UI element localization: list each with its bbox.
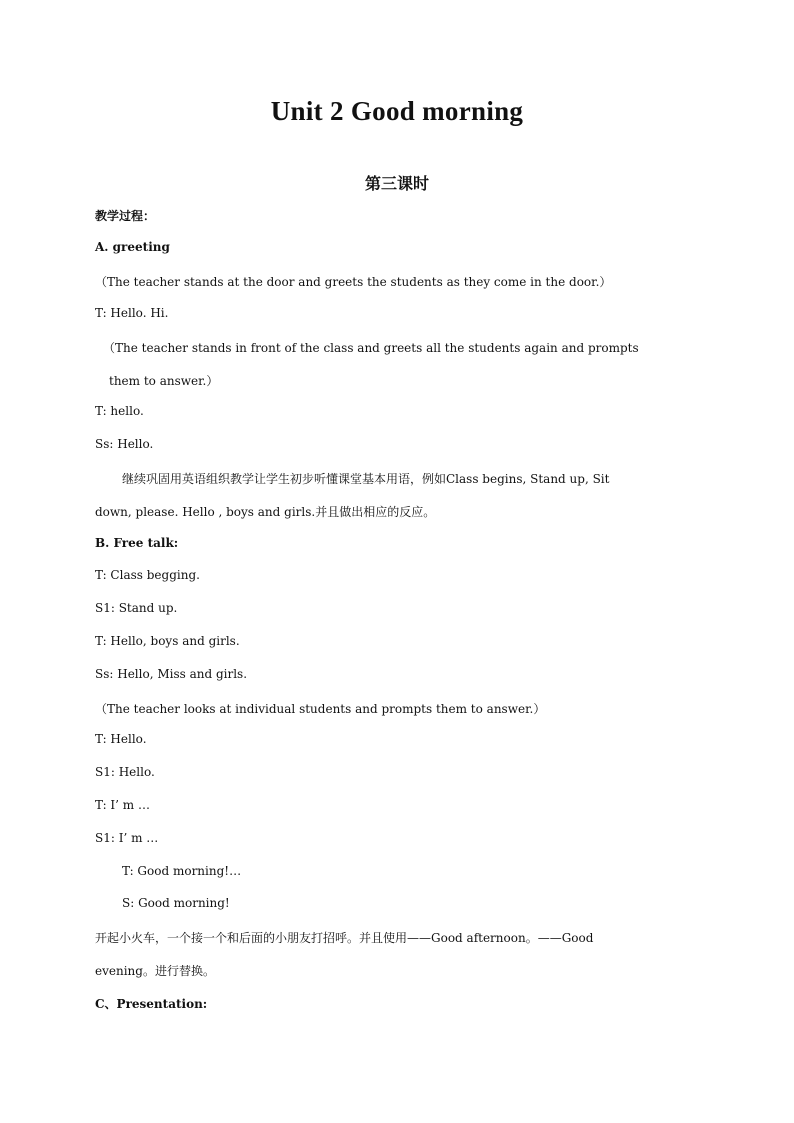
- instruction-paragraph: 继续巩固用英语组织教学让学生初步听懂课堂基本用语，例如Class begins, Stand up, Sit: [122, 472, 610, 486]
- dialogue-line: T: hello.: [95, 404, 144, 418]
- dialogue-line: T: Good morning!…: [122, 864, 242, 878]
- dialogue-line: S1: Hello.: [95, 765, 155, 779]
- section-heading-greeting: A. greeting: [95, 240, 170, 254]
- dialogue-line: S1: Stand up.: [95, 601, 178, 615]
- instruction-paragraph: 开起小火车，一个接一个和后面的小朋友打招呼。并且使用——Good afternoon。——Good: [95, 931, 594, 945]
- dialogue-line: T: Hello.: [95, 732, 147, 746]
- stage-direction: （The teacher stands in front of the class and greets all the students again and prompts: [103, 341, 639, 355]
- dialogue-line: S1: I’ m …: [95, 831, 159, 845]
- dialogue-line: T: Hello, boys and girls.: [95, 634, 240, 648]
- dialogue-line: T: Class begging.: [95, 568, 200, 582]
- dialogue-line: Ss: Hello, Miss and girls.: [95, 667, 248, 681]
- lesson-subtitle: 第三课时: [364, 174, 429, 193]
- dialogue-line: T: Hello. Hi.: [95, 306, 169, 320]
- stage-direction: （The teacher stands at the door and greets the students as they come in the door.）: [95, 275, 612, 289]
- stage-direction: （The teacher looks at individual students and prompts them to answer.）: [95, 702, 546, 716]
- instruction-paragraph-continued: evening。进行替换。: [95, 964, 215, 978]
- dialogue-line: T: I’ m …: [95, 798, 150, 812]
- section-heading-free-talk: B. Free talk:: [95, 536, 179, 550]
- section-heading-teaching-process: 教学过程：: [95, 209, 156, 223]
- dialogue-line: S: Good morning!: [122, 896, 230, 910]
- dialogue-line: Ss: Hello.: [95, 437, 154, 451]
- stage-direction-continued: them to answer.）: [109, 374, 219, 388]
- page-title: Unit 2 Good morning: [270, 96, 524, 126]
- section-heading-presentation: C、Presentation:: [95, 997, 208, 1011]
- instruction-paragraph-continued: down, please. Hello , boys and girls.并且做出相应的反应。: [95, 505, 436, 519]
